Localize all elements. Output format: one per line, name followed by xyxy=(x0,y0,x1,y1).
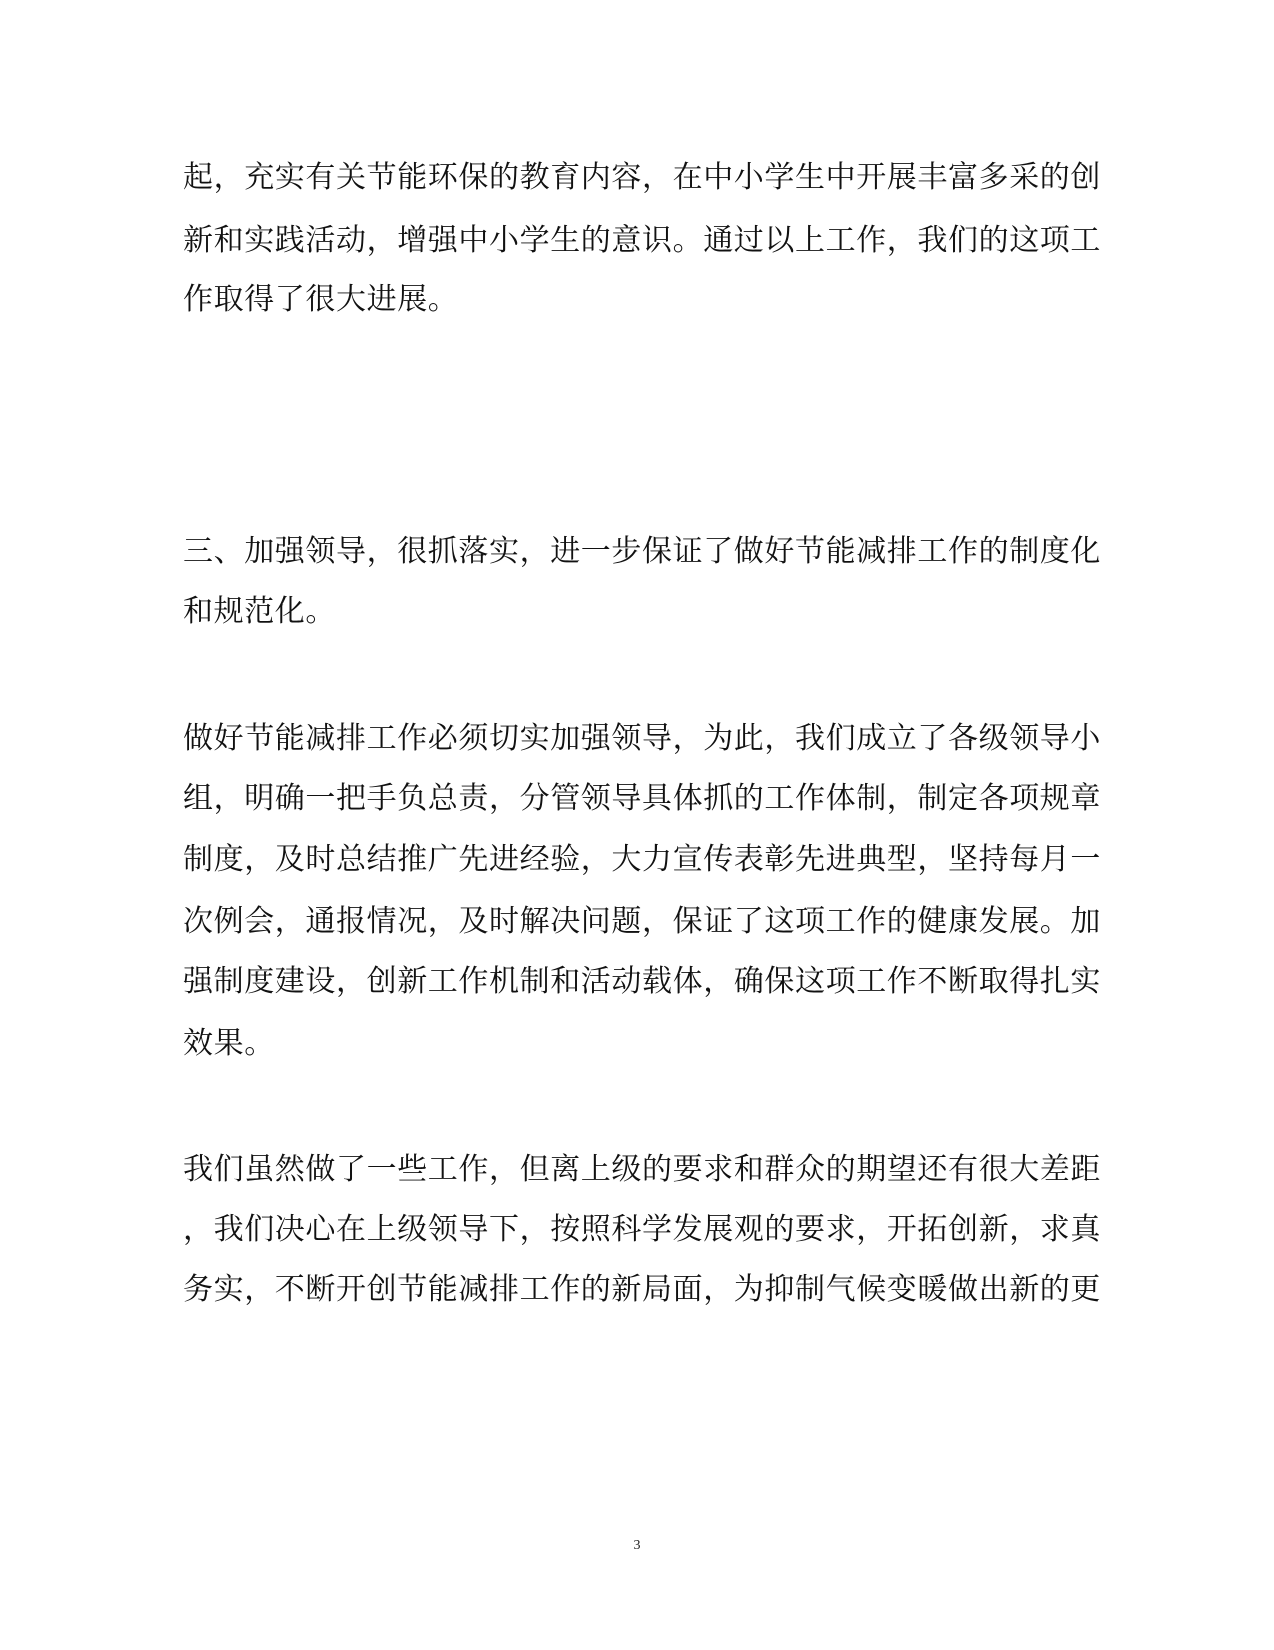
paragraph-3-line-1: 做好节能减排工作必须切实加强领导，为此，我们成立了各级领导小 xyxy=(183,721,1101,756)
section-heading-line-2: 和规范化。 xyxy=(183,594,336,629)
paragraph-3-line-5: 强制度建设，创新工作机制和活动载体，确保这项工作不断取得扎实 xyxy=(183,964,1101,999)
paragraph-3-line-6: 效果。 xyxy=(183,1026,275,1061)
paragraph-4-line-2: ，我们决心在上级领导下，按照科学发展观的要求，开拓创新，求真 xyxy=(183,1212,1101,1247)
paragraph-3-line-4: 次例会，通报情况，及时解决问题，保证了这项工作的健康发展。加 xyxy=(183,904,1101,939)
paragraph-3-line-3: 制度，及时总结推广先进经验，大力宣传表彰先进典型，坚持每月一 xyxy=(183,842,1101,877)
paragraph-1-line-3: 作取得了很大进展。 xyxy=(183,282,459,317)
paragraph-1-line-2: 新和实践活动，增强中小学生的意识。通过以上工作，我们的这项工 xyxy=(183,223,1101,258)
page-number: 3 xyxy=(633,1538,641,1553)
paragraph-3-line-2: 组，明确一把手负总责，分管领导具体抓的工作体制，制定各项规章 xyxy=(183,781,1101,816)
paragraph-1-line-1: 起，充实有关节能环保的教育内容，在中小学生中开展丰富多采的创 xyxy=(183,160,1101,195)
paragraph-4-line-3: 务实，不断开创节能减排工作的新局面，为抑制气候变暖做出新的更 xyxy=(183,1272,1101,1307)
section-heading-line-1: 三、加强领导，很抓落实，进一步保证了做好节能减排工作的制度化 xyxy=(183,534,1101,569)
paragraph-4-line-1: 我们虽然做了一些工作，但离上级的要求和群众的期望还有很大差距 xyxy=(183,1152,1101,1187)
